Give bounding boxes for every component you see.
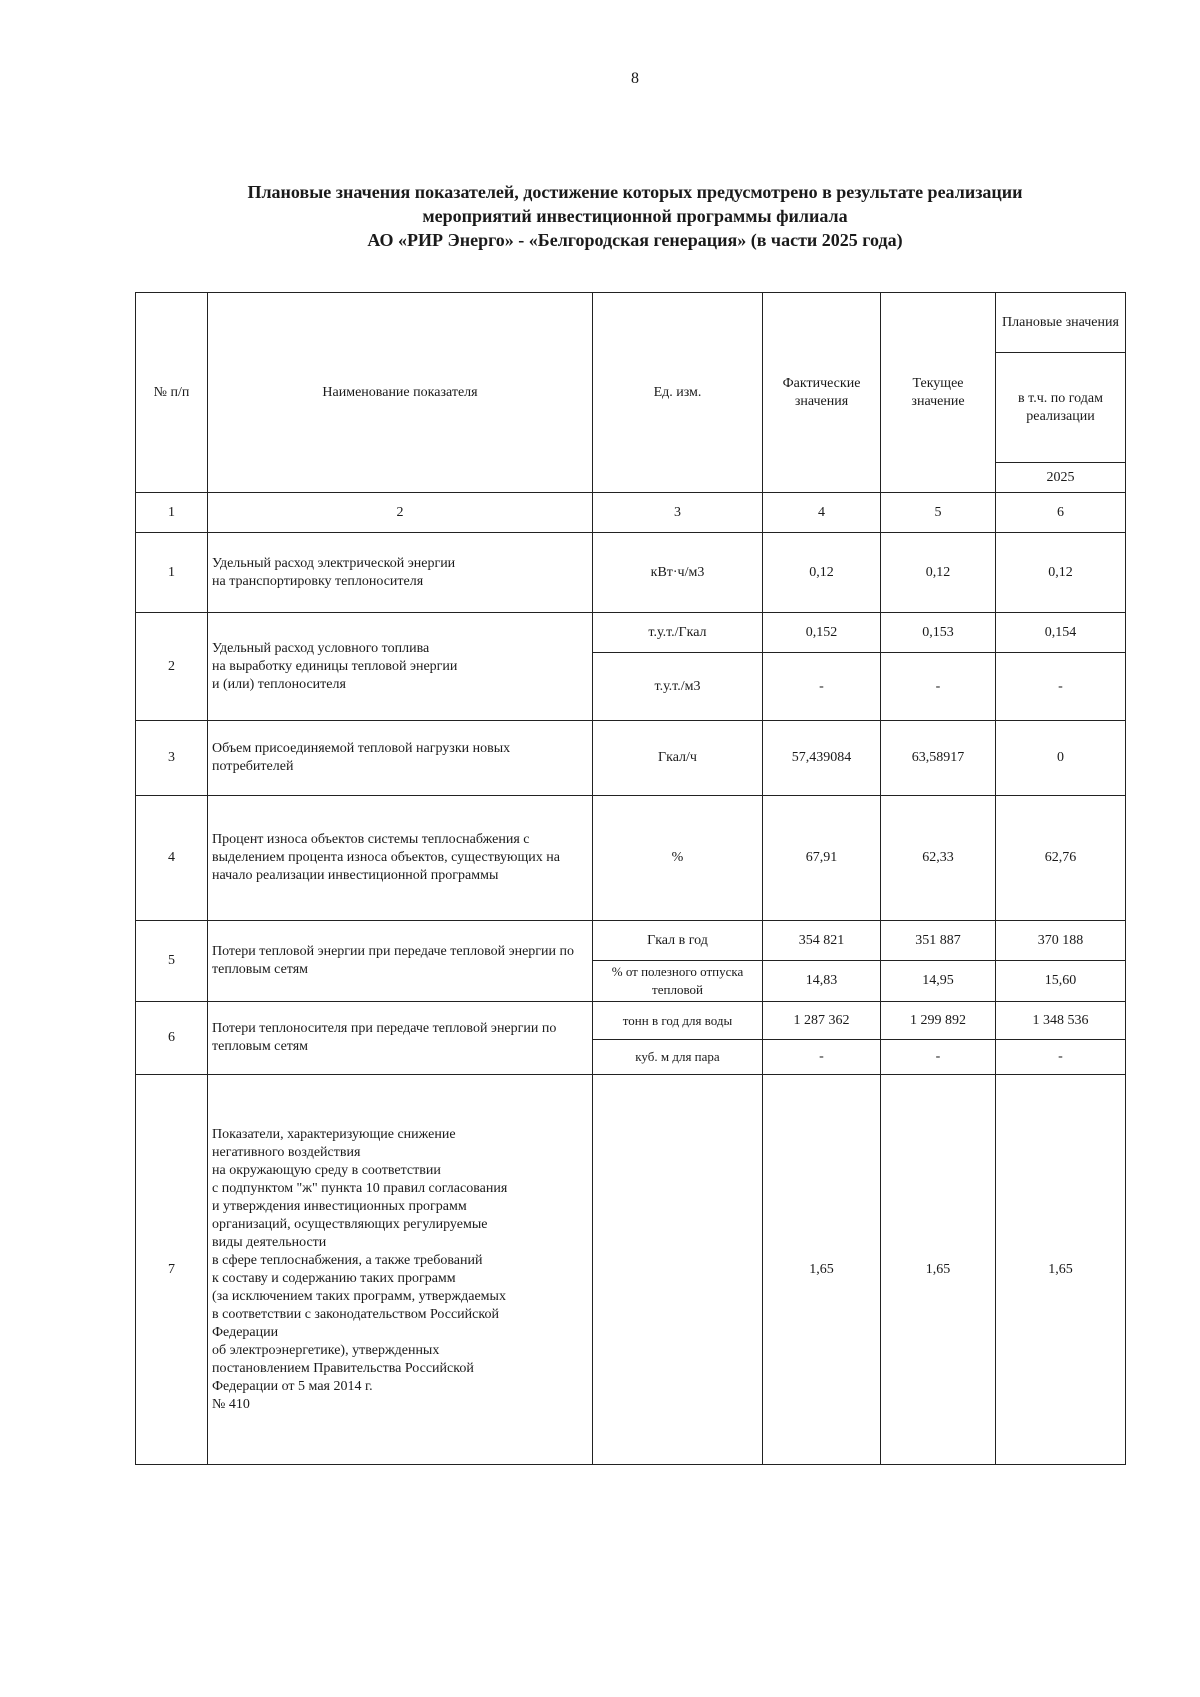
row-1-actual: 0,12 — [763, 533, 881, 613]
row-3-actual: 57,439084 — [763, 721, 881, 796]
header-actual: Фактические значения — [763, 293, 881, 493]
row-2-unit-2: т.у.т./м3 — [593, 653, 763, 721]
title-line-2: мероприятий инвестиционной программы филиала — [422, 206, 848, 226]
header-year: 2025 — [996, 463, 1126, 493]
row-4-num: 4 — [136, 796, 208, 921]
document-title — [130, 180, 1140, 252]
table-row — [136, 1002, 1126, 1040]
row-1-planned: 0,12 — [996, 533, 1126, 613]
row-5-unit-2: % от полезного отпуска тепловой — [593, 961, 763, 1002]
table-row — [136, 921, 1126, 961]
row-5-actual-1: 354 821 — [763, 921, 881, 961]
header-unit: Ед. изм. — [593, 293, 763, 493]
row-2-num: 2 — [136, 613, 208, 721]
table-row — [136, 1075, 1126, 1465]
table-row — [136, 533, 1126, 613]
title-line-1: Плановые значения показателей, достижение которых предусмотрено в результате реализации — [247, 182, 1023, 202]
colnum-2: 2 — [208, 493, 593, 533]
row-2-current-1: 0,153 — [881, 613, 996, 653]
row-2-planned-2: - — [996, 653, 1126, 721]
row-3-current: 63,58917 — [881, 721, 996, 796]
colnum-1: 1 — [136, 493, 208, 533]
header-planned: Плановые значения — [996, 293, 1126, 353]
row-4-planned: 62,76 — [996, 796, 1126, 921]
row-5-current-2: 14,95 — [881, 961, 996, 1002]
row-7-name: Показатели, характеризующие снижение негативного воздействия на окружающую среду в соответствии с подпунктом "ж" пункта 10 правил согласования и утверждения инвестиционных программ организаций, осуществляющих регулируемые виды деятельности в сфере теплоснабжения, а также требований к составу и содержанию таких программ (за исключением таких программ, утверждаемых в соответствии с законодательством Российской Федерации об электроэнергетике), утвержденных постановлением Правительства Российской Федерации от 5 мая 2014 г. № 410 — [208, 1075, 593, 1465]
row-6-current-2: - — [881, 1040, 996, 1075]
header-planned-sub: в т.ч. по годам реализации — [996, 353, 1126, 463]
row-5-current-1: 351 887 — [881, 921, 996, 961]
table-row — [136, 721, 1126, 796]
row-1-unit: кВт·ч/м3 — [593, 533, 763, 613]
colnum-4: 4 — [763, 493, 881, 533]
row-1-num: 1 — [136, 533, 208, 613]
row-5-planned-2: 15,60 — [996, 961, 1126, 1002]
row-6-actual-1: 1 287 362 — [763, 1002, 881, 1040]
page-number: 8 — [631, 70, 639, 87]
title-line-3: АО «РИР Энерго» - «Белгородская генерация» (в части 2025 года) — [367, 230, 903, 250]
row-4-actual: 67,91 — [763, 796, 881, 921]
row-2-actual-1: 0,152 — [763, 613, 881, 653]
row-4-name: Процент износа объектов системы теплоснабжения с выделением процента износа объектов, существующих на начало реализации инвестиционной программы — [208, 796, 593, 921]
row-6-planned-1: 1 348 536 — [996, 1002, 1126, 1040]
row-5-name: Потери тепловой энергии при передаче тепловой энергии по тепловым сетям — [208, 921, 593, 1002]
row-7-planned: 1,65 — [996, 1075, 1126, 1465]
row-2-current-2: - — [881, 653, 996, 721]
table-row — [136, 796, 1126, 921]
row-5-num: 5 — [136, 921, 208, 1002]
row-3-planned: 0 — [996, 721, 1126, 796]
row-5-planned-1: 370 188 — [996, 921, 1126, 961]
row-6-planned-2: - — [996, 1040, 1126, 1075]
row-2-planned-1: 0,154 — [996, 613, 1126, 653]
row-7-unit — [593, 1075, 763, 1465]
row-3-name: Объем присоединяемой тепловой нагрузки новых потребителей — [208, 721, 593, 796]
row-6-unit-1: тонн в год для воды — [593, 1002, 763, 1040]
colnum-3: 3 — [593, 493, 763, 533]
row-6-actual-2: - — [763, 1040, 881, 1075]
row-3-num: 3 — [136, 721, 208, 796]
row-4-current: 62,33 — [881, 796, 996, 921]
colnum-5: 5 — [881, 493, 996, 533]
row-6-num: 6 — [136, 1002, 208, 1075]
row-7-current: 1,65 — [881, 1075, 996, 1465]
header-num: № п/п — [136, 293, 208, 493]
row-7-actual: 1,65 — [763, 1075, 881, 1465]
row-6-current-1: 1 299 892 — [881, 1002, 996, 1040]
row-6-unit-2: куб. м для пара — [593, 1040, 763, 1075]
row-2-name: Удельный расход условного топлива на выработку единицы тепловой энергии и (или) теплоносителя — [208, 613, 593, 721]
row-1-current: 0,12 — [881, 533, 996, 613]
indicators-table — [135, 292, 1126, 1465]
row-5-actual-2: 14,83 — [763, 961, 881, 1002]
header-current: Текущее значение — [881, 293, 996, 493]
row-4-unit: % — [593, 796, 763, 921]
row-2-actual-2: - — [763, 653, 881, 721]
row-2-unit-1: т.у.т./Гкал — [593, 613, 763, 653]
colnum-6: 6 — [996, 493, 1126, 533]
row-1-name: Удельный расход электрической энергии на транспортировку теплоносителя — [208, 533, 593, 613]
table-row — [136, 613, 1126, 653]
header-row — [136, 293, 1126, 353]
row-7-num: 7 — [136, 1075, 208, 1465]
column-number-row — [136, 493, 1126, 533]
row-6-name: Потери теплоносителя при передаче тепловой энергии по тепловым сетям — [208, 1002, 593, 1075]
row-3-unit: Гкал/ч — [593, 721, 763, 796]
header-name: Наименование показателя — [208, 293, 593, 493]
row-5-unit-1: Гкал в год — [593, 921, 763, 961]
